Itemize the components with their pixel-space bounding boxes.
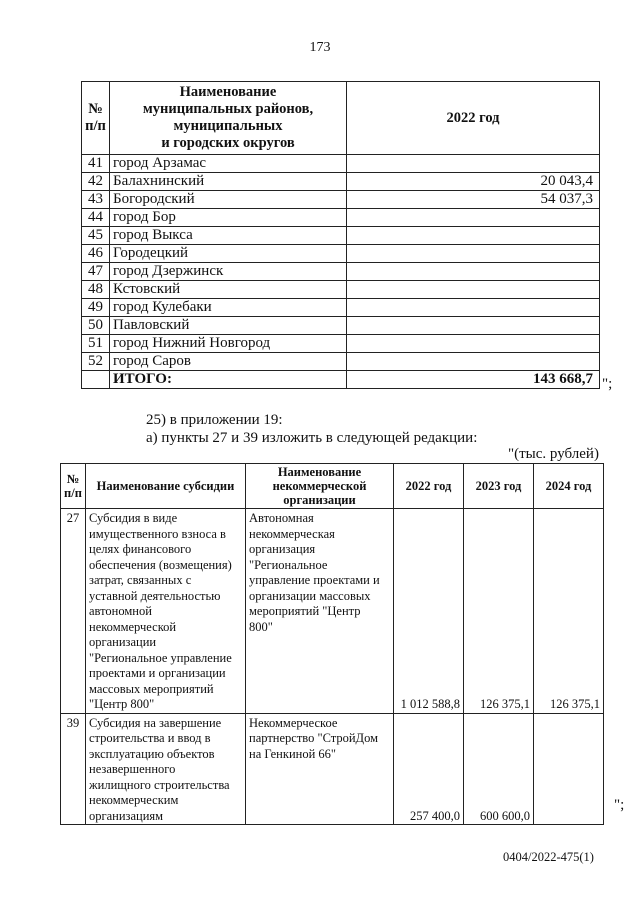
subsidy-line: обеспечения (возмещения) xyxy=(89,557,232,572)
row-number: 27 xyxy=(61,509,86,714)
subsidy-line: затрат, связанных с xyxy=(89,573,192,587)
header-num-line: п/п xyxy=(64,486,82,500)
value-2022: 20 043,4 xyxy=(347,173,600,191)
district-name: Балахнинский xyxy=(110,173,347,191)
total-value: 143 668,7 xyxy=(347,371,600,389)
subsidy-line: Субсидия в виде xyxy=(89,511,178,525)
row-number: 42 xyxy=(82,173,110,191)
subsidy-line: "Региональное управление xyxy=(89,650,232,665)
header-num-line: № xyxy=(66,472,80,486)
value-2022 xyxy=(347,299,600,317)
org-line: Автономная xyxy=(249,511,314,525)
units-label: "(тыс. рублей) xyxy=(508,446,599,462)
org-line: некоммерческая xyxy=(249,526,335,541)
subsidies-table xyxy=(60,463,604,825)
value-2022 xyxy=(347,209,600,227)
row-number: 45 xyxy=(82,227,110,245)
closing-quote: "; xyxy=(602,376,613,392)
table-row xyxy=(82,191,600,209)
paragraph-a: а) пункты 27 и 39 изложить в следующей редакции: xyxy=(146,430,478,446)
district-name: Павловский xyxy=(110,317,347,335)
value-2022 xyxy=(347,335,600,353)
district-name: город Нижний Новгород xyxy=(110,335,347,353)
header-num xyxy=(61,464,86,509)
district-name: Городецкий xyxy=(110,245,347,263)
subsidy-line: "Центр 800" xyxy=(89,697,155,711)
header-name-line: и городских округов xyxy=(161,135,295,151)
header-year: 2022 год xyxy=(347,82,600,155)
value-2022 xyxy=(347,155,600,173)
table-row xyxy=(82,299,600,317)
subsidy-line: эксплуатацию объектов xyxy=(89,746,215,761)
row-number: 47 xyxy=(82,263,110,281)
table-row xyxy=(82,155,600,173)
header-org xyxy=(246,464,394,509)
value-2022 xyxy=(347,281,600,299)
subsidy-line: незавершенного xyxy=(89,762,176,776)
subsidy-line: массовых мероприятий xyxy=(89,681,214,696)
value-2022 xyxy=(347,227,600,245)
value-2023: 600 600,0 xyxy=(464,713,534,825)
row-number: 49 xyxy=(82,299,110,317)
subsidy-line: организации xyxy=(89,635,157,649)
value-2024: 126 375,1 xyxy=(534,509,604,714)
subsidy-line: жилищного строительства xyxy=(89,777,230,792)
subsidy-line: некоммерческим xyxy=(89,793,179,807)
municipal-districts-table xyxy=(81,81,600,389)
table-row xyxy=(82,281,600,299)
header-org-line: Наименование xyxy=(277,465,362,479)
value-2022 xyxy=(347,317,600,335)
table-row xyxy=(82,173,600,191)
row-number: 50 xyxy=(82,317,110,335)
row-number: 43 xyxy=(82,191,110,209)
paragraph-25: 25) в приложении 19: xyxy=(146,412,283,428)
table-row xyxy=(82,209,600,227)
org-line: организации массовых xyxy=(249,588,371,603)
total-row xyxy=(82,371,600,389)
district-name: Кстовский xyxy=(110,281,347,299)
total-label: ИТОГО: xyxy=(110,371,347,389)
row-number: 41 xyxy=(82,155,110,173)
header-num xyxy=(82,82,110,155)
district-name: город Саров xyxy=(110,353,347,371)
subsidy-line: организациям xyxy=(89,808,164,823)
organization-name xyxy=(246,509,394,714)
header-org-line: некоммерческой xyxy=(272,479,367,493)
org-line: организация xyxy=(249,542,316,556)
row-number: 51 xyxy=(82,335,110,353)
row-number: 52 xyxy=(82,353,110,371)
header-num-line: п/п xyxy=(85,118,106,134)
header-name-line: муниципальных районов, xyxy=(142,101,314,117)
header-name-line: муниципальных xyxy=(173,118,283,134)
table-row xyxy=(82,317,600,335)
org-line: партнерство "СтройДом xyxy=(249,731,379,745)
subsidy-line: проектами и организации xyxy=(89,666,226,680)
org-line: "Региональное xyxy=(249,557,328,572)
value-2022: 1 012 588,8 xyxy=(394,509,464,714)
value-2022 xyxy=(347,263,600,281)
district-name: город Дзержинск xyxy=(110,263,347,281)
subsidy-name xyxy=(86,713,246,825)
closing-quote: "; xyxy=(614,797,625,813)
header-name-line: Наименование xyxy=(179,84,277,100)
org-line: управление проектами и xyxy=(249,573,380,587)
org-line: Некоммерческое xyxy=(249,715,338,730)
page-number: 173 xyxy=(309,40,331,55)
value-2022 xyxy=(347,245,600,263)
header-subsidy: Наименование субсидии xyxy=(86,464,246,509)
value-2024 xyxy=(534,713,604,825)
district-name: город Бор xyxy=(110,209,347,227)
document-number: 0404/2022-475(1) xyxy=(503,850,594,864)
org-line: мероприятий "Центр xyxy=(249,604,361,618)
district-name: город Кулебаки xyxy=(110,299,347,317)
subsidy-line: автономной xyxy=(89,604,152,618)
district-name: город Выкса xyxy=(110,227,347,245)
subsidy-line: целях финансового xyxy=(89,542,192,556)
district-name: город Арзамас xyxy=(110,155,347,173)
org-line: на Генкиной 66" xyxy=(249,746,336,761)
subsidy-line: некоммерческой xyxy=(89,619,177,634)
row-number: 44 xyxy=(82,209,110,227)
table-row xyxy=(82,245,600,263)
table-row xyxy=(82,227,600,245)
row-number: 39 xyxy=(61,713,86,825)
subsidy-line: имущественного взноса в xyxy=(89,526,226,541)
district-name: Богородский xyxy=(110,191,347,209)
value-2022: 54 037,3 xyxy=(347,191,600,209)
row-number: 46 xyxy=(82,245,110,263)
org-line: 800" xyxy=(249,619,273,634)
subsidy-line: строительства и ввод в xyxy=(89,731,211,745)
table-row xyxy=(82,263,600,281)
subsidy-line: Субсидия на завершение xyxy=(89,715,222,730)
table-row xyxy=(82,353,600,371)
table-row xyxy=(61,713,604,825)
total-num-cell xyxy=(82,371,110,389)
header-2024: 2024 год xyxy=(534,464,604,509)
table-row xyxy=(82,335,600,353)
header-name xyxy=(110,82,347,155)
value-2022 xyxy=(347,353,600,371)
organization-name xyxy=(246,713,394,825)
header-org-line: организации xyxy=(283,493,356,507)
header-2022: 2022 год xyxy=(394,464,464,509)
table-header-row xyxy=(61,464,604,509)
header-num-line: № xyxy=(88,101,103,117)
table-header-row xyxy=(82,82,600,155)
subsidy-name xyxy=(86,509,246,714)
subsidy-line: уставной деятельностью xyxy=(89,588,221,603)
table-row xyxy=(61,509,604,714)
header-2023: 2023 год xyxy=(464,464,534,509)
row-number: 48 xyxy=(82,281,110,299)
value-2022: 257 400,0 xyxy=(394,713,464,825)
value-2023: 126 375,1 xyxy=(464,509,534,714)
